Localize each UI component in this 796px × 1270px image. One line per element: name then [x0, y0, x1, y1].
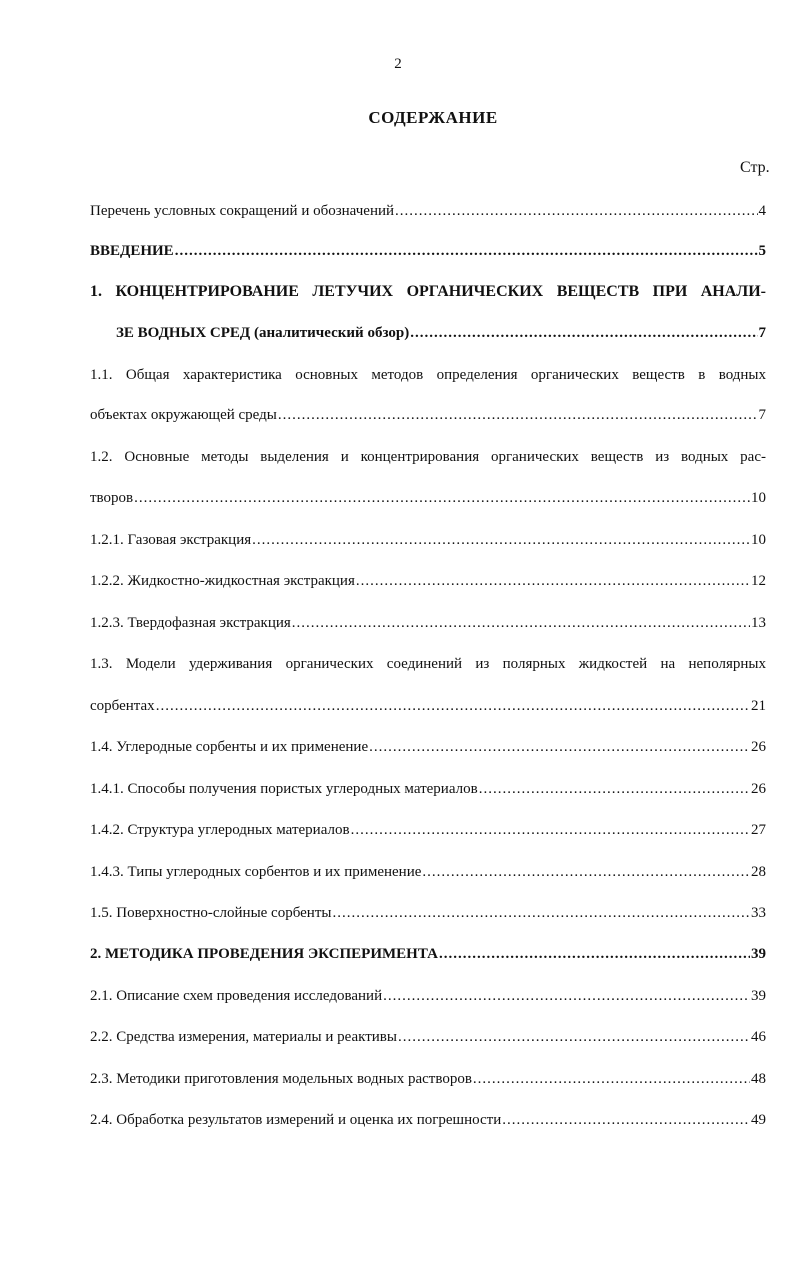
- toc-entry-page: 39: [751, 988, 766, 1004]
- leader-dots: [356, 572, 750, 590]
- toc-entry-text: 1.5. Поверхностно-слойные сорбенты: [90, 905, 332, 921]
- toc-entry-2-2[interactable]: [90, 1028, 766, 1046]
- toc-entry-page: 10: [751, 490, 766, 506]
- toc-entry-chapter-2[interactable]: [90, 945, 766, 963]
- toc-entry-text: объектах окружающей среды: [90, 407, 277, 423]
- toc-entry-1-2-1[interactable]: [90, 531, 766, 549]
- leader-dots: [439, 945, 750, 963]
- leader-dots: [383, 987, 750, 1005]
- toc-entry-page: 7: [758, 407, 766, 423]
- toc-entry-page: 26: [751, 781, 766, 797]
- toc-entry-text: 1.1. Общая характеристика основных методов определения органических веществ в водных: [90, 367, 766, 383]
- toc-entry-text: 1.2.2. Жидкостно-жидкостная экстракция: [90, 573, 355, 589]
- toc-entry-page: 27: [751, 822, 766, 838]
- toc-entry-1-2-cont[interactable]: [90, 489, 766, 507]
- page-number: 2: [394, 56, 402, 72]
- toc-entry-abbreviations[interactable]: [90, 202, 766, 220]
- leader-dots: [156, 697, 750, 715]
- toc-entry-text: 1.2.1. Газовая экстракция: [90, 532, 252, 548]
- toc-entry-page: 12: [751, 573, 766, 589]
- leader-dots: [502, 1111, 750, 1129]
- toc-entry-text: ВВЕДЕНИЕ: [90, 243, 174, 259]
- toc-entry-2-3[interactable]: [90, 1070, 766, 1088]
- leader-dots: [369, 738, 750, 756]
- toc-entry-introduction[interactable]: [90, 242, 766, 260]
- leader-dots: [134, 489, 750, 507]
- toc-entry-2-4[interactable]: [90, 1111, 766, 1129]
- toc-entry-1-2-2[interactable]: [90, 572, 766, 590]
- toc-title: СОДЕРЖАНИЕ: [368, 108, 498, 127]
- toc-entry-text: 1.2.3. Твердофазная экстракция: [90, 615, 291, 631]
- toc-entry-text: 1. КОНЦЕНТРИРОВАНИЕ ЛЕТУЧИХ ОРГАНИЧЕСКИХ ВЕЩЕСТВ ПРИ АНАЛИ-: [90, 283, 766, 300]
- toc-entry-page: 21: [751, 698, 766, 714]
- leader-dots: [332, 904, 750, 922]
- toc-entry-text: Перечень условных сокращений и обозначений: [90, 203, 395, 219]
- toc-entry-page: 10: [751, 532, 766, 548]
- toc-entry-page: 46: [751, 1029, 766, 1045]
- toc-entry-page: 33: [751, 905, 766, 921]
- leader-dots: [395, 202, 757, 220]
- toc-entry-chapter-1-cont[interactable]: [90, 324, 766, 342]
- toc-entry-1-4[interactable]: [90, 738, 766, 756]
- toc-entry-1-1[interactable]: [90, 366, 766, 384]
- toc-entry-text: 2.1. Описание схем проведения исследований: [90, 988, 383, 1004]
- leader-dots: [292, 614, 750, 632]
- leader-dots: [252, 531, 750, 549]
- toc-entry-page: 26: [751, 739, 766, 755]
- page-column-label: Стр.: [740, 159, 770, 176]
- toc-entry-text: 1.3. Модели удерживания органических соединений из полярных жидкостей на неполярных: [90, 656, 766, 672]
- toc-entry-page: 4: [758, 203, 766, 219]
- toc-entry-page: 5: [758, 243, 766, 259]
- toc-entry-text: 2.2. Средства измерения, материалы и реактивы: [90, 1029, 397, 1045]
- toc-entry-page: 49: [751, 1112, 766, 1128]
- toc-entry-page: 13: [751, 615, 766, 631]
- toc-entry-chapter-1[interactable]: [90, 283, 766, 301]
- toc-entry-page: 28: [751, 864, 766, 880]
- leader-dots: [479, 780, 750, 798]
- toc-entry-1-3[interactable]: [90, 655, 766, 673]
- toc-entry-text: 1.2. Основные методы выделения и концентрирования органических веществ из водных рас-: [90, 449, 766, 465]
- toc-entry-text: 2. МЕТОДИКА ПРОВЕДЕНИЯ ЭКСПЕРИМЕНТА: [90, 946, 438, 962]
- toc-entry-1-4-3[interactable]: [90, 863, 766, 881]
- toc-entry-1-5[interactable]: [90, 904, 766, 922]
- toc-entry-text: 2.4. Обработка результатов измерений и оценка их погрешности: [90, 1112, 502, 1128]
- leader-dots: [422, 863, 750, 881]
- toc-entry-2-1[interactable]: [90, 987, 766, 1005]
- toc-entry-text: 1.4.1. Способы получения пористых углеродных материалов: [90, 781, 478, 797]
- toc-entry-1-4-2[interactable]: [90, 821, 766, 839]
- toc-entry-page: 39: [751, 946, 766, 962]
- toc-entry-text: 1.4.3. Типы углеродных сорбентов и их применение: [90, 864, 422, 880]
- toc-entry-1-4-1[interactable]: [90, 780, 766, 798]
- leader-dots: [175, 242, 758, 260]
- toc-entry-page: 7: [758, 325, 766, 341]
- toc-entry-1-2[interactable]: [90, 448, 766, 466]
- toc-entry-text: 1.4. Углеродные сорбенты и их применение: [90, 739, 369, 755]
- leader-dots: [398, 1028, 750, 1046]
- toc-entry-1-1-cont[interactable]: [90, 406, 766, 424]
- toc-entry-text: ЗЕ ВОДНЫХ СРЕД (аналитический обзор): [116, 325, 410, 341]
- leader-dots: [351, 821, 750, 839]
- toc-entry-text: сорбентах: [90, 698, 155, 714]
- leader-dots: [278, 406, 758, 424]
- toc-entry-1-3-cont[interactable]: [90, 697, 766, 715]
- toc-entry-text: творов: [90, 490, 134, 506]
- toc-entry-text: 2.3. Методики приготовления модельных водных растворов: [90, 1071, 472, 1087]
- leader-dots: [473, 1070, 750, 1088]
- toc-entry-page: 48: [751, 1071, 766, 1087]
- leader-dots: [410, 324, 757, 342]
- toc-entry-1-2-3[interactable]: [90, 614, 766, 632]
- toc-entry-text: 1.4.2. Структура углеродных материалов: [90, 822, 350, 838]
